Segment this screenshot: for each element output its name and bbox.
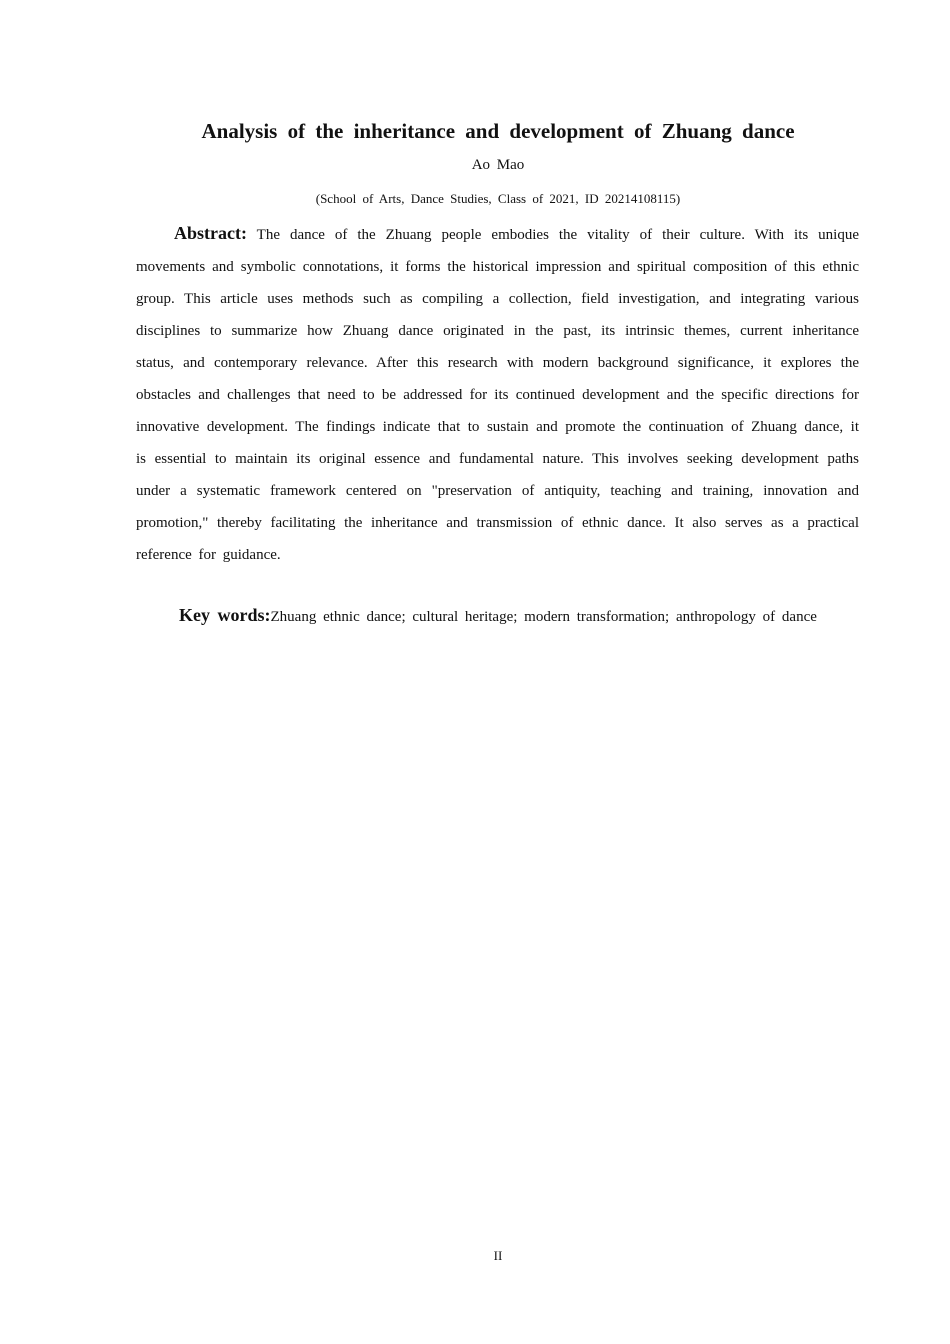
keywords-paragraph xyxy=(136,599,859,633)
author-affiliation: (School of Arts, Dance Studies, Class of 2021, ID 20214108115) xyxy=(315,191,681,206)
abstract-paragraph xyxy=(136,217,859,571)
author-name: Ao Mao xyxy=(471,157,525,173)
paper-title: Analysis of the inheritance and development of Zhuang dance xyxy=(201,119,795,143)
keywords-text: Zhuang ethnic dance; cultural heritage; modern transformation; anthropology of dance xyxy=(270,609,817,625)
abstract-text: The dance of the Zhuang people embodies the vitality of their culture. With its unique movements and symbolic connotations, it forms the historical impression and spiritual composition of this ethnic group. This article uses methods such as compiling a collection, field investigation, and integrating various disciplines to summarize how Zhuang dance originated in the past, its intrinsic themes, current inheritance status, and contemporary relevance. After this research with modern background significance, it explores the obstacles and challenges that need to be addressed for its continued development and the specific directions for innovative development. The findings indicate that to sustain and promote the continuation of Zhuang dance, it is essential to maintain its original essence and fundamental nature. This involves seeking development paths under a systematic framework centered on "preservation of antiquity, teaching and training, innovation and promotion," thereby facilitating the inheritance and transmission of ethnic dance. It also serves as a practical reference for guidance. xyxy=(136,227,859,563)
page-number: II xyxy=(493,1248,503,1263)
abstract-label: Abstract: xyxy=(174,223,247,243)
keywords-label: Key words: xyxy=(179,605,271,625)
